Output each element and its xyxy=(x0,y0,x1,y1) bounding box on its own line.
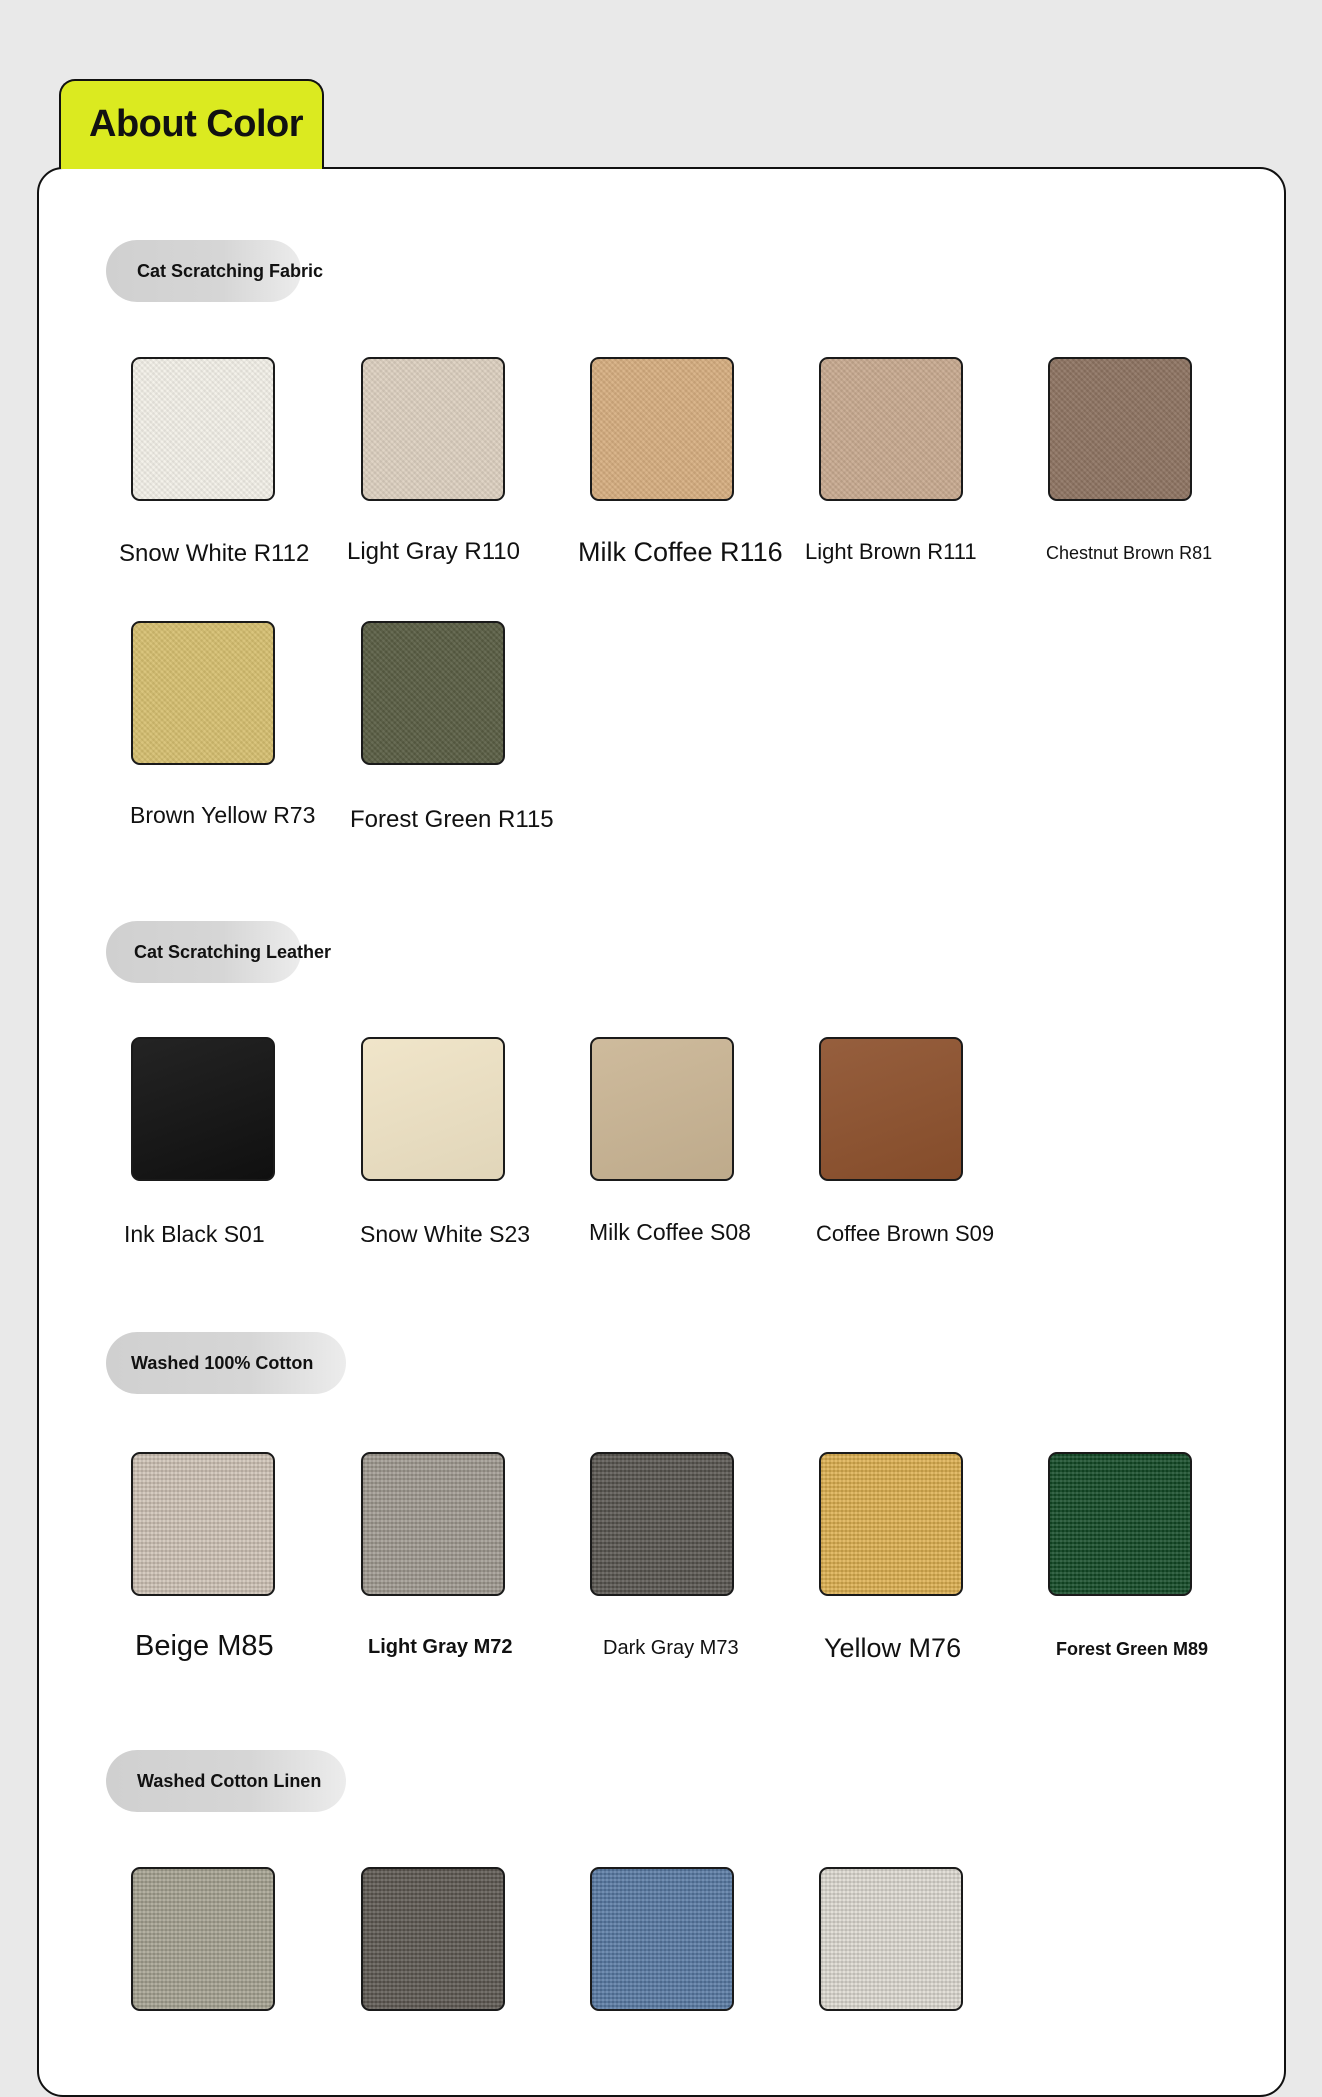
swatch-label: Light Gray R110 xyxy=(347,538,520,565)
swatch-label: Milk Coffee S08 xyxy=(589,1219,751,1245)
swatch-snow-white-s23[interactable] xyxy=(361,1037,505,1181)
section-pill-cat-scratching-leather xyxy=(106,921,332,983)
swatch-label: Milk Coffee R116 xyxy=(578,537,783,567)
swatch-light-gray-r110[interactable] xyxy=(361,357,505,501)
swatch-label: Chestnut Brown R81 xyxy=(1046,543,1213,563)
swatch-label: Light Brown R111 xyxy=(805,539,977,564)
swatch-label: Dark Gray M73 xyxy=(603,1637,739,1659)
swatch-label: Forest Green R115 xyxy=(350,806,554,833)
about-color-tab xyxy=(59,79,324,169)
section-pill-washed-cotton xyxy=(106,1332,346,1394)
swatch-dark-gray-m73[interactable] xyxy=(590,1452,734,1596)
swatch-snow-white-r112[interactable] xyxy=(131,357,275,501)
swatch-coffee-brown-s09[interactable] xyxy=(819,1037,963,1181)
swatch-label: Coffee Brown S09 xyxy=(816,1221,995,1246)
swatch-yellow-m76[interactable] xyxy=(819,1452,963,1596)
swatch-linen-1[interactable] xyxy=(131,1867,275,2011)
section-title: Washed Cotton Linen xyxy=(137,1770,322,1791)
swatch-milk-coffee-s08[interactable] xyxy=(590,1037,734,1181)
swatch-linen-3[interactable] xyxy=(590,1867,734,2011)
swatch-linen-2[interactable] xyxy=(361,1867,505,2011)
swatch-brown-yellow-r73[interactable] xyxy=(131,621,275,765)
section-title: Cat Scratching Fabric xyxy=(137,260,324,281)
swatch-label: Yellow M76 xyxy=(824,1633,962,1663)
swatch-ink-black-s01[interactable] xyxy=(131,1037,275,1181)
swatch-label: Beige M85 xyxy=(135,1630,274,1662)
section-pill-cat-scratching-fabric xyxy=(106,240,324,302)
swatch-linen-4[interactable] xyxy=(819,1867,963,2011)
section-title: Washed 100% Cotton xyxy=(131,1352,314,1373)
swatch-light-gray-m72[interactable] xyxy=(361,1452,505,1596)
swatch-label: Snow White S23 xyxy=(360,1221,531,1247)
swatch-label: Light Gray M72 xyxy=(368,1636,513,1658)
section-title: Cat Scratching Leather xyxy=(134,941,332,962)
swatch-beige-m85[interactable] xyxy=(131,1452,275,1596)
swatch-milk-coffee-r116[interactable] xyxy=(590,357,734,501)
swatch-label: Snow White R112 xyxy=(119,540,310,567)
swatch-light-brown-r111[interactable] xyxy=(819,357,963,501)
swatch-label: Brown Yellow R73 xyxy=(130,802,316,828)
swatch-chestnut-brown-r81[interactable] xyxy=(1048,357,1192,501)
page-title: About Color xyxy=(89,103,304,145)
swatch-label: Ink Black S01 xyxy=(124,1221,265,1247)
section-pill-washed-cotton-linen xyxy=(106,1750,346,1812)
swatch-forest-green-r115[interactable] xyxy=(361,621,505,765)
swatch-label: Forest Green M89 xyxy=(1056,1639,1209,1659)
swatch-forest-green-m89[interactable] xyxy=(1048,1452,1192,1596)
